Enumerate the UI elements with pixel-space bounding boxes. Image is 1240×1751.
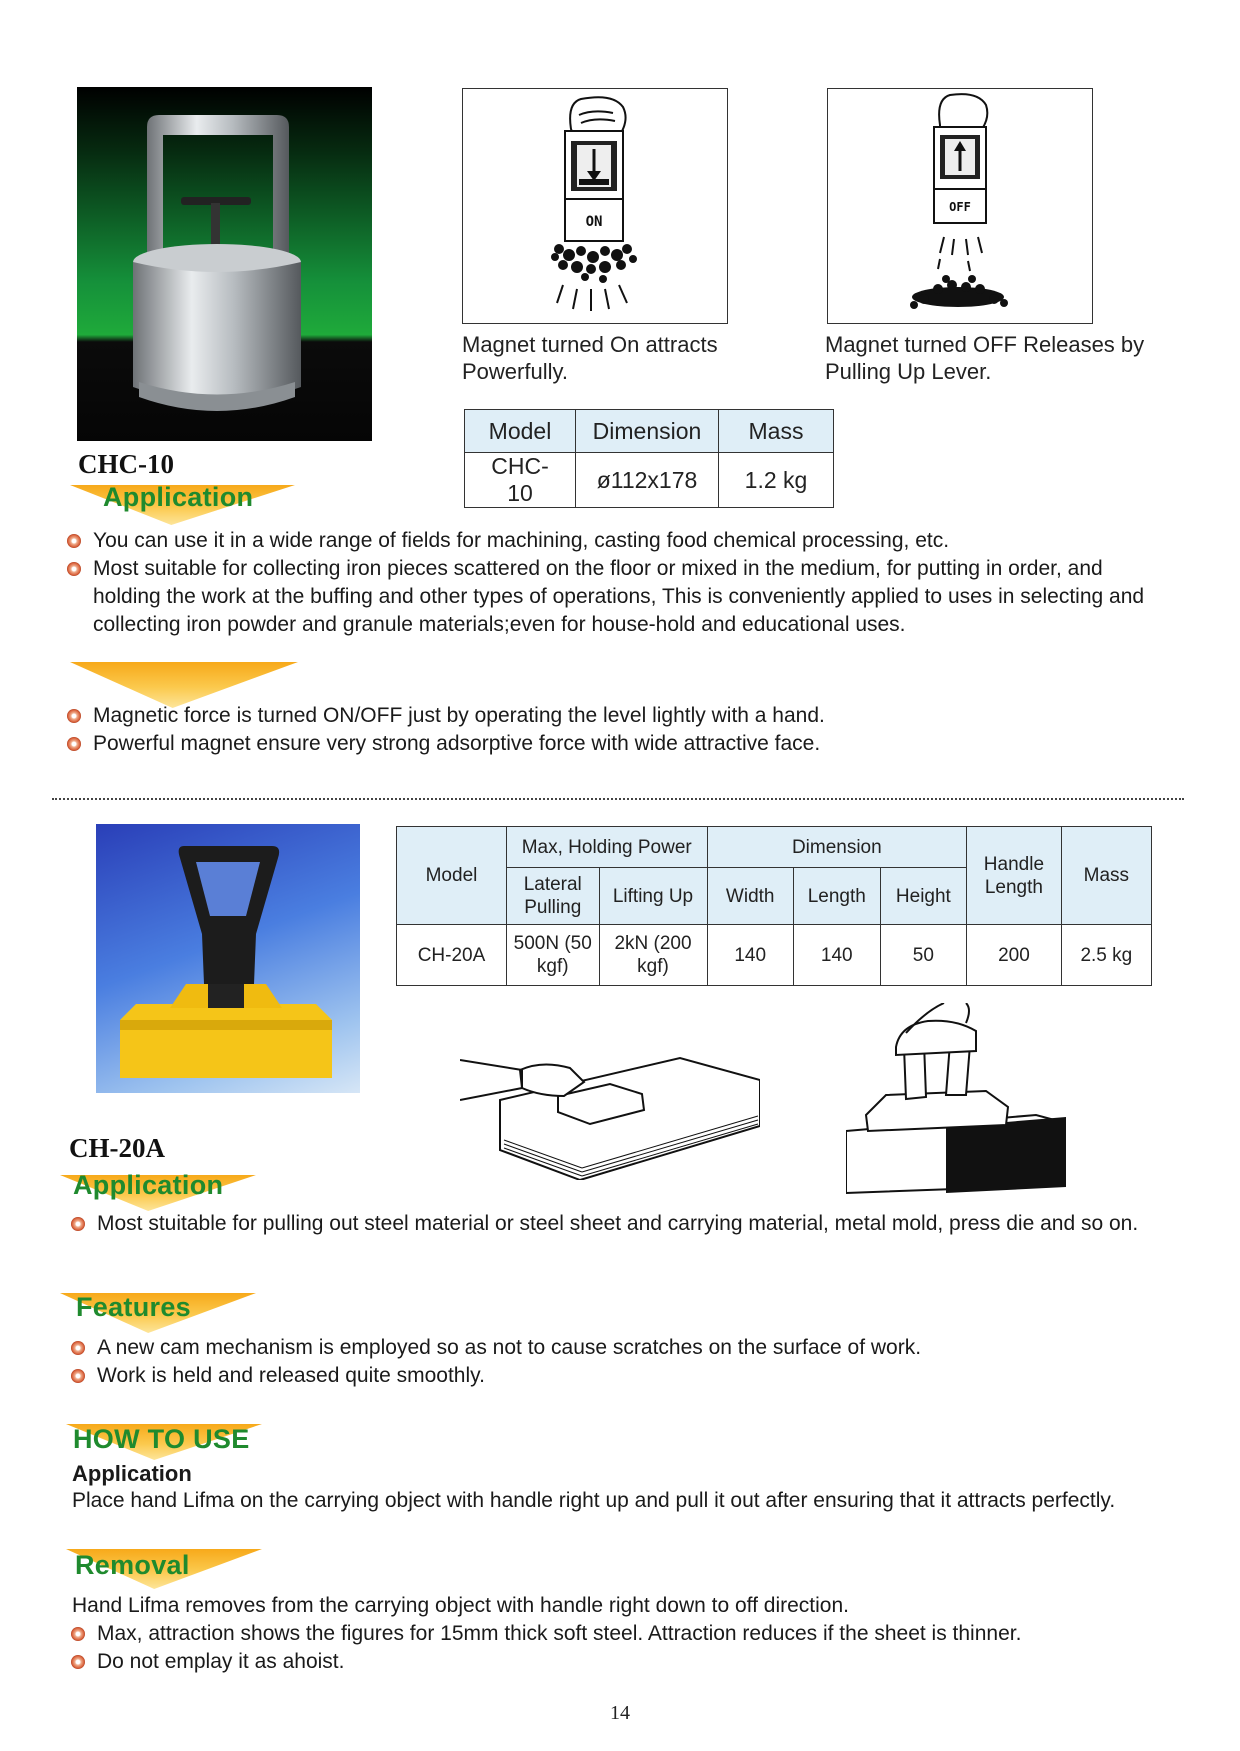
column-header-model: Model — [465, 410, 576, 453]
magnet-on-illustration — [463, 89, 727, 323]
lateral-pull-illustration — [460, 1030, 760, 1180]
column-header-width: Width — [707, 868, 793, 925]
lift-up-illustration — [846, 1003, 1066, 1195]
page-number: 14 — [610, 1702, 630, 1724]
list-item: You can use it in a wide range of fields for machining, casting food chemical processing, etc. — [64, 527, 1164, 555]
removal-text: Hand Lifma removes from the carrying object with handle right down to off direction. — [72, 1594, 849, 1617]
column-header-model: Model — [397, 827, 507, 925]
ch20a-application-list — [68, 1210, 1158, 1238]
column-header-length: Length — [793, 868, 880, 925]
bullet-icon — [71, 1217, 85, 1231]
hand-lifma-illustration — [96, 824, 360, 1093]
column-header-mass: Mass — [1061, 827, 1151, 925]
list-item: Powerful magnet ensure very strong adsorptive force with wide attractive face. — [64, 730, 1164, 758]
column-header-dimension: Dimension — [707, 827, 967, 868]
section-divider — [52, 798, 1184, 800]
cell-lifting-up: 2kN (200 kgf) — [599, 925, 707, 986]
table-header-row — [465, 410, 834, 453]
cell-lateral-pulling: 500N (50 kgf) — [506, 925, 599, 986]
chc10-spec-table — [464, 409, 834, 508]
magnet-on-diagram — [462, 88, 728, 324]
cell-height: 50 — [880, 925, 967, 986]
magnet-can-illustration — [77, 87, 372, 441]
list-item: Most stuitable for pulling out steel material or steel sheet and carrying material, metal mold, press die and so on. — [68, 1210, 1158, 1238]
removal-list — [68, 1620, 1158, 1676]
magnet-off-caption: Magnet turned OFF Releases by Pulling Up Lever. — [825, 332, 1145, 384]
bullet-icon — [71, 1369, 85, 1383]
list-item: Work is held and released quite smoothly. — [68, 1362, 1158, 1390]
cell-mass: 2.5 kg — [1061, 925, 1151, 986]
on-label: ON — [585, 214, 603, 230]
table-row — [465, 453, 834, 508]
bullet-icon — [71, 1655, 85, 1669]
cell-handle-length: 200 — [967, 925, 1062, 986]
list-item: Most suitable for collecting iron pieces scattered on the floor or mixed in the medium, for putting in order, and holding the work at the buffing and other types of operations, This is conveniently applied to uses in selecting and collecting iron powder and granule materials;even for house-hold and educational uses. — [64, 555, 1164, 639]
cell-width: 140 — [707, 925, 793, 986]
cell-dimension: ø112x178 — [576, 453, 719, 508]
chc10-product-photo — [77, 87, 372, 441]
magnet-off-diagram — [827, 88, 1093, 324]
bullet-icon — [67, 534, 81, 548]
cell-length: 140 — [793, 925, 880, 986]
column-header-lateral-pulling: Lateral Pulling — [506, 868, 599, 925]
chc10-application-list — [64, 527, 1164, 639]
bullet-icon — [67, 737, 81, 751]
column-header-handle-length: Handle Length — [967, 827, 1062, 925]
removal-heading: Removal — [75, 1550, 190, 1580]
magnet-off-illustration — [828, 89, 1092, 323]
lateral-pull-drawing — [460, 1030, 760, 1180]
column-header-height: Height — [880, 868, 967, 925]
cell-model: CH-20A — [397, 925, 507, 986]
chc10-model-name: CHC-10 — [78, 449, 174, 479]
bullet-icon — [67, 562, 81, 576]
column-header-dimension: Dimension — [576, 410, 719, 453]
chc10-features-list — [64, 702, 1164, 758]
column-header-mass: Mass — [719, 410, 834, 453]
list-item: A new cam mechanism is employed so as not to cause scratches on the surface of work. — [68, 1334, 1158, 1362]
bullet-icon — [71, 1627, 85, 1641]
list-item: Magnetic force is turned ON/OFF just by operating the level lightly with a hand. — [64, 702, 1164, 730]
features-heading: Features — [76, 1292, 191, 1322]
bullet-icon — [67, 709, 81, 723]
lift-up-drawing — [846, 1003, 1066, 1195]
list-item: Do not emplay it as ahoist. — [68, 1648, 1158, 1676]
ch20a-model-name: CH-20A — [69, 1133, 165, 1163]
bullet-icon — [71, 1341, 85, 1355]
ch20a-application-heading: Application — [73, 1170, 224, 1200]
cell-mass: 1.2 kg — [719, 453, 834, 508]
how-to-use-heading: HOW TO USE — [73, 1424, 250, 1454]
ch20a-product-photo — [96, 824, 360, 1093]
ch20a-features-list — [68, 1334, 1158, 1390]
magnet-on-caption: Magnet turned On attracts Powerfully. — [462, 332, 718, 384]
application-heading: Application — [103, 482, 254, 512]
cell-model: CHC-10 — [465, 453, 576, 508]
column-header-holding-power: Max, Holding Power — [506, 827, 707, 868]
how-to-use-text: Place hand Lifma on the carrying object with handle right up and pull it out after ensuring that it attracts perfectly. — [72, 1489, 1116, 1512]
table-row — [397, 925, 1152, 986]
column-header-lifting-up: Lifting Up — [599, 868, 707, 925]
list-item: Max, attraction shows the figures for 15mm thick soft steel. Attraction reduces if the sheet is thinner. — [68, 1620, 1158, 1648]
off-label: OFF — [949, 200, 971, 214]
how-to-use-subheading: Application — [72, 1461, 192, 1486]
ch20a-spec-table — [396, 826, 1152, 986]
table-header-row — [397, 827, 1152, 868]
